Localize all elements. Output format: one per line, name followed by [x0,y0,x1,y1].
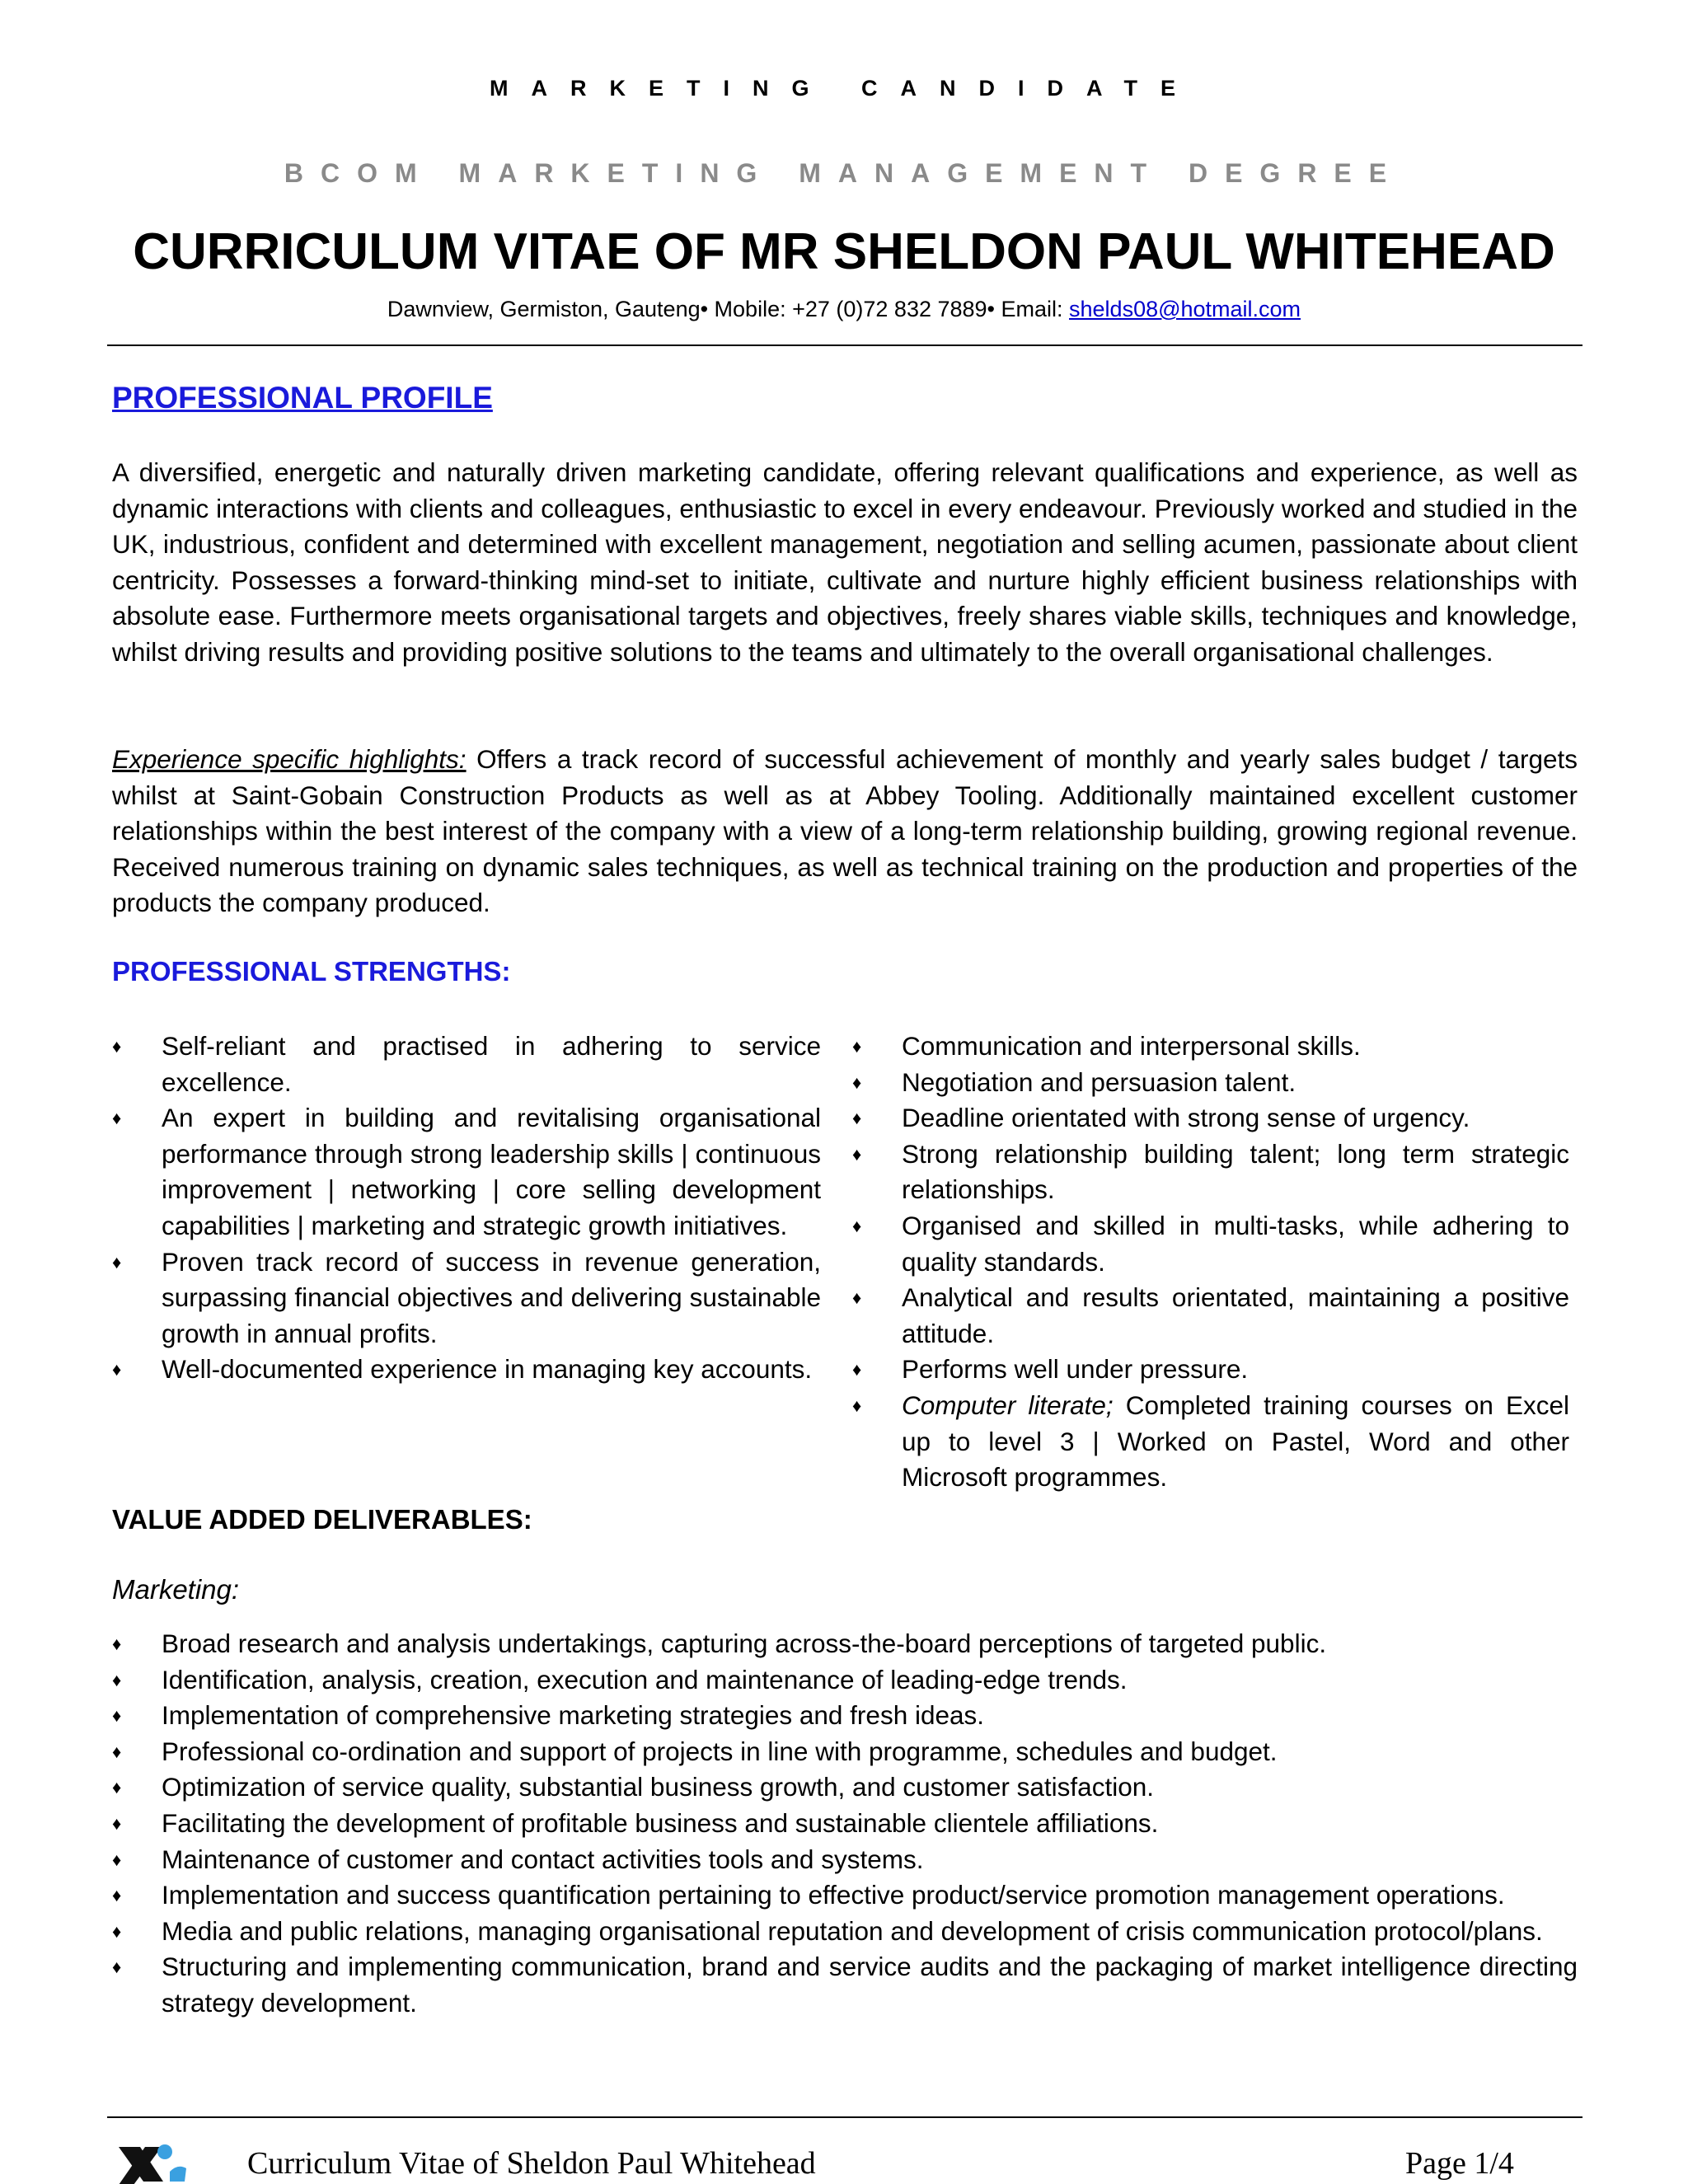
list-item: ♦ Facilitating the development of profitable business and sustainable clientele affiliations. [112,1806,1578,1842]
bullet-icon: ♦ [852,1359,862,1380]
list-item: ♦ Proven track record of success in revenue generation, surpassing financial objectives and delivering sustainable growth in annual profits. [112,1244,821,1352]
list-item: ♦ Self-reliant and practised in adhering to service excellence. [112,1029,821,1100]
marketing-subheading: Marketing: [112,1574,240,1605]
bullet-icon: ♦ [112,1885,122,1906]
bullet-icon: ♦ [852,1143,862,1165]
bullet-icon: ♦ [112,1036,122,1057]
list-item: ♦ Optimization of service quality, substantial business growth, and customer satisfaction. [112,1769,1578,1806]
bullet-icon: ♦ [112,1359,122,1380]
highlights-text: Offers a track record of successful achievement of monthly and yearly sales budget / targets whilst at Saint-Gobain Construction Products as well as at Abbey Tooling. Additionally maintained excellent customer relationships within the best interest of the company with a view of a long-term relationship building, growing regional revenue. Received numerous training on dynamic sales techniques, as well as technical training on the production and properties of the products the company produced. [112,744,1578,918]
degree-tagline: BCOM MARKETING MANAGEMENT DEGREE [284,158,1404,188]
email-link[interactable]: shelds08@hotmail.com [1069,297,1301,321]
logo-icon [115,2139,190,2184]
highlights-paragraph [112,742,1578,921]
bullet-icon: ♦ [112,1849,122,1870]
list-item: ♦ Analytical and results orientated, maintaining a positive attitude. [852,1280,1569,1352]
list-item: ♦ Media and public relations, managing organisational reputation and development of crisis communication protocol/plans. [112,1914,1578,1950]
list-item: ♦ Implementation and success quantification pertaining to effective product/service promotion management operations. [112,1877,1578,1914]
list-item: ♦ Strong relationship building talent; long term strategic relationships. [852,1137,1569,1208]
contact-line [0,297,1688,322]
footer-divider [107,2116,1582,2118]
strengths-right-list [852,1029,1569,1496]
list-item: ♦ Well-documented experience in managing key accounts. [112,1352,821,1388]
header-divider [107,344,1582,346]
bullet-icon: ♦ [112,1669,122,1690]
bullet-icon: ♦ [852,1108,862,1129]
bullet-icon: ♦ [112,1920,122,1942]
list-item: ♦ An expert in building and revitalising organisational performance through strong leadership skills | continuous improvement | networking | core selling development capabilities | marketing and strategic growth initiatives. [112,1100,821,1244]
bullet-icon: ♦ [852,1036,862,1057]
page-footer [0,2139,1688,2184]
footer-title: Curriculum Vitae of Sheldon Paul Whitehead [247,2146,816,2181]
bullet-icon: ♦ [852,1215,862,1236]
list-item: ♦ Deadline orientated with strong sense of urgency. [852,1100,1569,1137]
list-item: ♦ Computer literate; Completed training courses on Excel up to level 3 | Worked on Pastel, Word and other Microsoft programmes. [852,1388,1569,1496]
bullet-icon: ♦ [112,1777,122,1798]
deliverables-heading: VALUE ADDED DELIVERABLES: [112,1504,532,1535]
bullet-icon: ♦ [852,1394,862,1416]
deliverables-list [112,1626,1578,2022]
bullet-icon: ♦ [112,1812,122,1834]
list-item: ♦ Organised and skilled in multi-tasks, while adhering to quality standards. [852,1208,1569,1280]
strengths-heading: PROFESSIONAL STRENGTHS: [112,956,511,987]
bullet-icon: ♦ [112,1633,122,1654]
page-number: Page 1/4 [1405,2146,1514,2181]
highlights-label: Experience specific highlights: [112,744,467,774]
list-item: ♦ Communication and interpersonal skills. [852,1029,1569,1065]
bullet-icon: ♦ [112,1957,122,1978]
list-item: ♦ Professional co-ordination and support of projects in line with programme, schedules and budget. [112,1734,1578,1770]
page-title: CURRICULUM VITAE OF MR SHELDON PAUL WHITEHEAD [133,223,1555,280]
bullet-icon: ♦ [112,1705,122,1727]
bullet-icon: ♦ [852,1071,862,1093]
bullet-icon: ♦ [112,1741,122,1762]
list-item: ♦ Negotiation and persuasion talent. [852,1065,1569,1101]
top-tagline: MARKETING CANDIDATE [490,76,1198,101]
list-item: ♦ Identification, analysis, creation, execution and maintenance of leading-edge trends. [112,1662,1578,1699]
bullet-icon: ♦ [112,1108,122,1129]
bullet-icon: ♦ [112,1251,122,1272]
list-item: ♦ Maintenance of customer and contact activities tools and systems. [112,1842,1578,1878]
list-item: ♦ Performs well under pressure. [852,1352,1569,1388]
strengths-left-list [112,1029,821,1388]
profile-heading: PROFESSIONAL PROFILE [112,381,493,415]
list-item: ♦ Implementation of comprehensive marketing strategies and fresh ideas. [112,1698,1578,1734]
bullet-icon: ♦ [852,1287,862,1309]
contact-details: Dawnview, Germiston, Gauteng• Mobile: +27 (0)72 832 7889• Email: [387,297,1070,321]
list-item: ♦ Structuring and implementing communication, brand and service audits and the packaging of market intelligence directing strategy development. [112,1949,1578,2021]
profile-paragraph: A diversified, energetic and naturally driven marketing candidate, offering relevant qualifications and experience, as well as dynamic interactions with clients and colleagues, enthusiastic to excel in every endeavour. Previously worked and studied in the UK, industrious, confident and determined with excellent management, negotiation and selling acumen, passionate about client centricity. Possesses a forward-thinking mind-set to initiate, cultivate and nurture highly efficient business relationships with absolute ease. Furthermore meets organisational targets and objectives, freely shares viable skills, techniques and knowledge, whilst driving results and providing positive solutions to the teams and ultimately to the overall organisational challenges. [112,457,1578,667]
list-item: ♦ Broad research and analysis undertakings, capturing across-the-board perceptions of targeted public. [112,1626,1578,1662]
